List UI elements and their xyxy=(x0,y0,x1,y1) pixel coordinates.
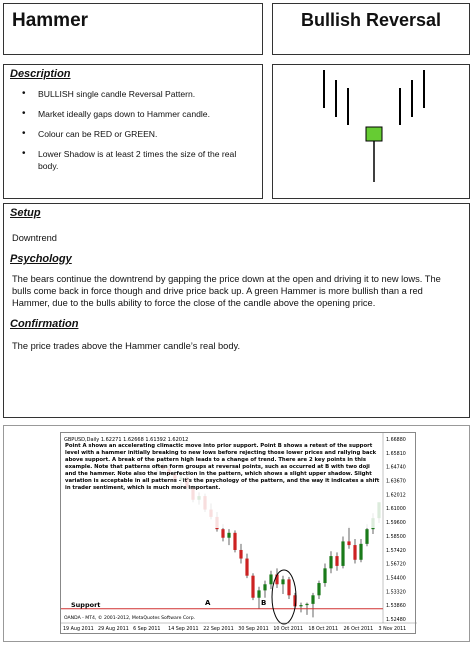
confirmation-text: The price trades above the Hammer candle’s real body. xyxy=(12,341,241,351)
candle-body xyxy=(353,545,356,560)
chart-footer: OANDA - MT4, © 2001-2012, MetaQuotes Software Corp. xyxy=(64,616,196,621)
candle-body xyxy=(269,574,272,584)
support-label: Support xyxy=(71,601,101,609)
candle-body xyxy=(257,590,260,597)
description-panel xyxy=(3,64,263,199)
candle-body xyxy=(299,605,302,606)
pattern-illustration-panel xyxy=(272,64,470,199)
time-tick-label: 6 Sep 2011 xyxy=(133,627,161,632)
candle-body xyxy=(329,556,332,568)
candle-body xyxy=(311,595,314,604)
candle-body xyxy=(335,556,338,566)
setup-text: Downtrend xyxy=(12,233,57,243)
title-panel xyxy=(3,3,263,55)
price-axis xyxy=(386,437,406,623)
price-tick-label: 1.63670 xyxy=(386,479,406,485)
time-tick-label: 14 Sep 2011 xyxy=(168,627,199,632)
candle-body xyxy=(227,533,230,538)
price-tick-label: 1.64740 xyxy=(386,465,406,471)
candle-body xyxy=(365,529,368,544)
psychology-text: The bears continue the downtrend by gapping the price down at the open and driving it to new lows. The bulls come back in force though and drive price back up. A green Hammer is more bullish than a red Hammer, due to the bulls ability to force the close of the candle above the opening price. xyxy=(12,274,441,308)
time-axis xyxy=(63,626,406,632)
candle-body xyxy=(239,550,242,559)
point-a-label: A xyxy=(205,599,211,607)
time-tick-label: 30 Sep 2011 xyxy=(238,627,269,632)
description-bullet: • BULLISH single candle Reversal Pattern. xyxy=(22,88,254,100)
pattern-type-panel xyxy=(272,3,470,55)
description-bullet: • Colour can be RED or GREEN. xyxy=(22,128,254,140)
point-b-label: B xyxy=(261,599,267,607)
candle-body xyxy=(317,583,320,595)
hammer-highlight-circle xyxy=(272,570,296,624)
candle-body xyxy=(263,584,266,590)
price-tick-label: 1.52480 xyxy=(386,618,406,623)
time-tick-label: 3 Nov 2011 xyxy=(378,627,407,632)
time-tick-label: 19 Aug 2011 xyxy=(63,627,94,632)
price-tick-label: 1.56720 xyxy=(386,562,406,568)
description-list xyxy=(4,80,262,172)
chart-annotation: Point A shows an accelerating climactic move into prior support. Point B shows a retest of the support level with a hammer initially breaking to new lows before rejecting those lower prices and rallying back above support. A break of the pattern high leads to a change of trend. There are 2 key points in this example. Note that patterns often form groups at reversal points, such as occurred at B with two doji and the hammer. Note also the imperfection in the pattern, which shows a slight upper shadow. Slight variation is acceptable in all patterns - it's the psychology of the pattern, and the way it indicates a shift in trader sentiment, which is much more important. xyxy=(65,443,380,491)
candle-body xyxy=(287,579,290,595)
candle-body xyxy=(221,529,224,538)
time-tick-label: 10 Oct 2011 xyxy=(273,627,304,632)
example-chart-panel xyxy=(3,425,470,642)
description-bullet: • Lower Shadow is at least 2 times the size of the real body. xyxy=(22,148,254,172)
price-tick-label: 1.66880 xyxy=(386,438,406,443)
setup-heading: Setup xyxy=(10,207,41,219)
price-tick-label: 1.57420 xyxy=(386,548,406,554)
description-heading: Description xyxy=(10,68,71,80)
pattern-type: Bullish Reversal xyxy=(300,10,442,30)
candle-body xyxy=(359,544,362,560)
price-tick-label: 1.53860 xyxy=(386,604,406,610)
details-panel xyxy=(3,203,470,418)
candle-body xyxy=(245,559,248,576)
price-chart xyxy=(60,432,416,634)
confirmation-heading: Confirmation xyxy=(10,318,79,330)
price-tick-label: 1.62012 xyxy=(386,493,406,499)
annotation-container xyxy=(65,443,381,529)
candle-body xyxy=(341,541,344,565)
psychology-heading: Psychology xyxy=(10,253,72,265)
hammer-body xyxy=(366,127,382,141)
time-tick-label: 22 Sep 2011 xyxy=(203,627,234,632)
price-tick-label: 1.53320 xyxy=(386,590,406,596)
pattern-illustration xyxy=(273,65,471,200)
pattern-title: Hammer xyxy=(12,10,89,31)
price-tick-label: 1.65810 xyxy=(386,451,406,457)
candle-body xyxy=(347,541,350,545)
price-chart-svg xyxy=(61,433,417,635)
price-tick-label: 1.58500 xyxy=(386,534,406,540)
description-bullet: • Market ideally gaps down to Hammer candle. xyxy=(22,108,254,120)
candle-body xyxy=(251,576,254,598)
time-tick-label: 29 Aug 2011 xyxy=(98,627,129,632)
candle-body xyxy=(233,533,236,550)
candle-body xyxy=(281,579,284,584)
price-tick-label: 1.61000 xyxy=(386,507,406,513)
candle-body xyxy=(323,568,326,583)
price-tick-label: 1.59600 xyxy=(386,521,406,527)
time-tick-label: 26 Oct 2011 xyxy=(343,627,374,632)
candle-body xyxy=(305,604,308,605)
price-tick-label: 1.54400 xyxy=(386,576,406,582)
symbol-line: GBPUSD,Daily 1.62271 1.62668 1.61392 1.62012 xyxy=(64,437,189,443)
time-tick-label: 18 Oct 2011 xyxy=(308,627,339,632)
